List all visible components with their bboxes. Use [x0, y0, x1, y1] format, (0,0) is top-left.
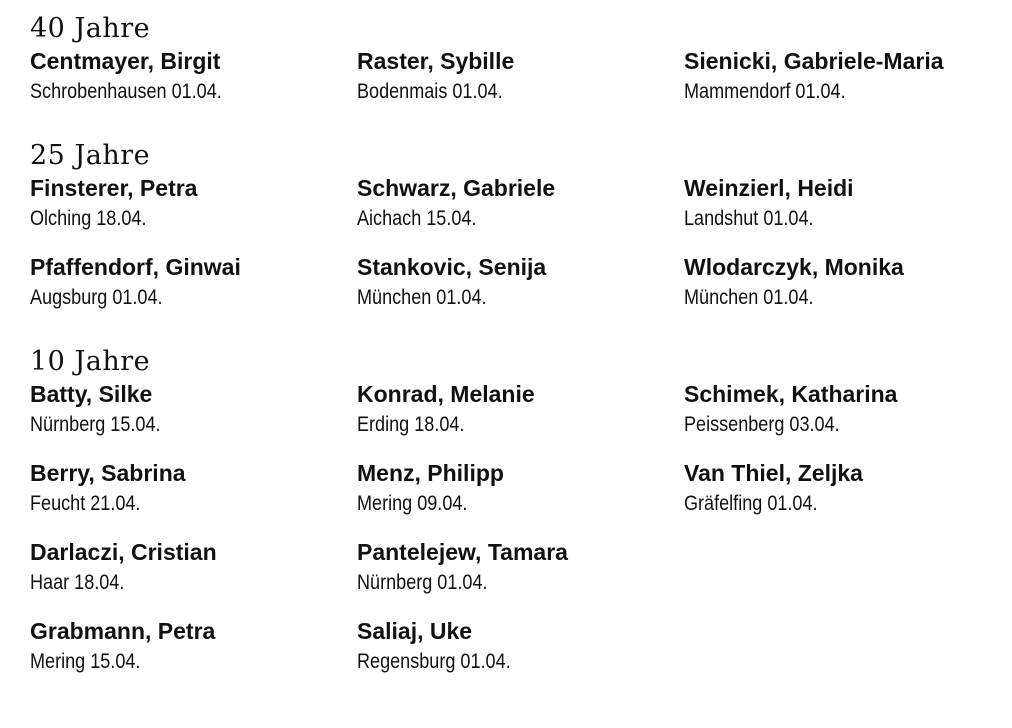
entry-place-date: Peissenberg 03.04.: [684, 413, 840, 436]
entry: [357, 379, 684, 458]
entry: [684, 252, 990, 331]
entry-place-date: Regensburg 01.04.: [357, 650, 511, 673]
entry: [357, 458, 684, 537]
entry: [357, 616, 684, 695]
entry-name: Raster, Sybille: [357, 48, 515, 74]
entry-place-date: Gräfelfing 01.04.: [684, 492, 818, 515]
entry-name: Darlaczi, Cristian: [30, 539, 217, 565]
entry-name: Finsterer, Petra: [30, 175, 198, 201]
entry: [684, 379, 990, 458]
entry-place-date: München 01.04.: [357, 286, 487, 309]
entry-name: Van Thiel, Zeljka: [684, 460, 863, 486]
section-25-jahre: [30, 139, 990, 331]
entry-name: Konrad, Melanie: [357, 381, 535, 407]
entry-name: Pfaffendorf, Ginwai: [30, 254, 241, 280]
entry: [30, 252, 357, 331]
entry-name: Menz, Philipp: [357, 460, 504, 486]
entry-place-date: Haar 18.04.: [30, 571, 125, 594]
entry: [357, 173, 684, 252]
entry-place-date: Landshut 01.04.: [684, 207, 814, 230]
entry-place-date: Nürnberg 15.04.: [30, 413, 161, 436]
entry: [30, 46, 357, 125]
entry-name: Berry, Sabrina: [30, 460, 186, 486]
entry-place-date: Mering 15.04.: [30, 650, 141, 673]
entry-name: Weinzierl, Heidi: [684, 175, 854, 201]
entry-name: Saliaj, Uke: [357, 618, 473, 644]
entry-name: Stankovic, Senija: [357, 254, 547, 280]
entry-place-date: Nürnberg 01.04.: [357, 571, 488, 594]
section-10-jahre: [30, 345, 990, 695]
entry-name: Sienicki, Gabriele-Maria: [684, 48, 944, 74]
entry-place-date: Olching 18.04.: [30, 207, 147, 230]
entry: [357, 252, 684, 331]
entry-place-date: Erding 18.04.: [357, 413, 465, 436]
entry-name: Grabmann, Petra: [30, 618, 216, 644]
section-title: 25 Jahre: [30, 140, 151, 171]
entry-place-date: München 01.04.: [684, 286, 814, 309]
entry: [30, 537, 357, 616]
entry: [30, 379, 357, 458]
entry: [30, 616, 357, 695]
entry-place-date: Schrobenhausen 01.04.: [30, 80, 222, 103]
anniversary-list: [30, 12, 990, 709]
entry-grid: [30, 173, 990, 331]
entry-place-date: Aichach 15.04.: [357, 207, 477, 230]
entry-name: Schwarz, Gabriele: [357, 175, 556, 201]
entry-name: Wlodarczyk, Monika: [684, 254, 904, 280]
entry-name: Pantelejew, Tamara: [357, 539, 568, 565]
entry: [30, 458, 357, 537]
section-title: 10 Jahre: [30, 346, 151, 377]
entry: [357, 46, 684, 125]
entry-place-date: Feucht 21.04.: [30, 492, 141, 515]
entry: [684, 46, 990, 125]
entry-place-date: Mammendorf 01.04.: [684, 80, 846, 103]
entry-place-date: Augsburg 01.04.: [30, 286, 163, 309]
entry: [357, 537, 684, 616]
entry-name: Batty, Silke: [30, 381, 153, 407]
entry: [684, 173, 990, 252]
entry: [684, 458, 990, 537]
entry-grid: [30, 379, 990, 695]
section-title: 40 Jahre: [30, 13, 151, 44]
entry-place-date: Mering 09.04.: [357, 492, 468, 515]
entry-place-date: Bodenmais 01.04.: [357, 80, 503, 103]
section-40-jahre: [30, 12, 990, 125]
entry-grid: [30, 46, 990, 125]
entry: [30, 173, 357, 252]
entry-name: Centmayer, Birgit: [30, 48, 221, 74]
entry-name: Schimek, Katharina: [684, 381, 898, 407]
